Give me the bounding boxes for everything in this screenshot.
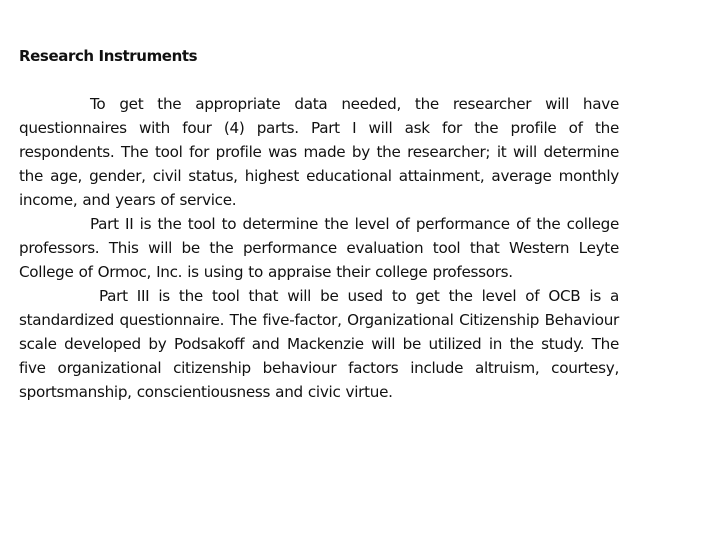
paragraph-part-two: Part II is the tool to determine the level of performance of the college professors. This will be the performance evaluation tool that Western Leyte College of Ormoc, Inc. is using to appraise their college professors.: [19, 215, 619, 281]
paragraph-part-one: To get the appropriate data needed, the researcher will have questionnaires with four (4) parts. Part I will ask for the profile of the respondents. The tool for profile was made by the researcher; it will determine the age, gender, civil status, highest educational attainment, average monthly income, and years of service.: [19, 95, 619, 209]
document-page: [19, 44, 619, 404]
paragraph-part-three: Part III is the tool that will be used to get the level of OCB is a standardized questionnaire. The five-factor, Organizational Citizenship Behaviour scale developed by Podsakoff and Mackenzie will be utilized in the study. The five organizational citizenship behaviour factors include altruism, courtesy, sportsmanship, conscientiousness and civic virtue.: [19, 287, 619, 401]
section-heading: Research Instruments: [19, 47, 198, 65]
